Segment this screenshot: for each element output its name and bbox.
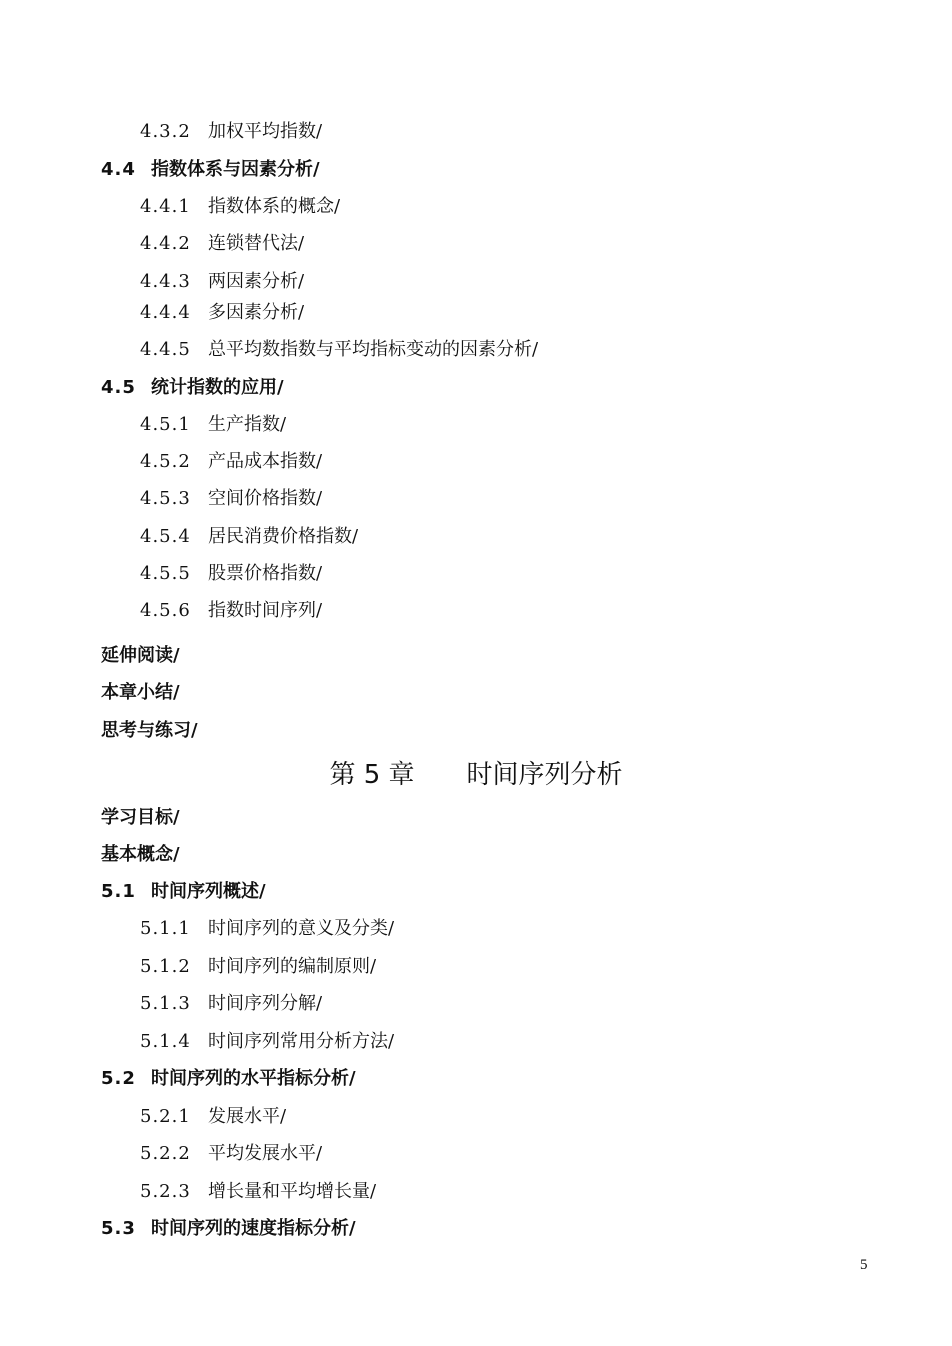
entry-number: 5.1.3: [140, 993, 191, 1014]
chapter-title: 时间序列分析: [466, 760, 623, 790]
entry-number: 5.2.1: [140, 1106, 191, 1127]
section-title: 时间序列的水平指标分析/: [151, 1068, 356, 1089]
entry-number: 4.5.1: [140, 414, 191, 435]
section-title: 指数体系与因素分析/: [151, 159, 320, 180]
toc-section-4-5: [101, 376, 284, 400]
entry-number: 4.3.2: [140, 121, 191, 142]
toc-entry-4-4-4: [140, 301, 304, 325]
section-number: 5.2: [101, 1068, 136, 1089]
section-number: 5.3: [101, 1218, 136, 1239]
toc-entry-4-3-2: [140, 120, 322, 144]
page-number: 5: [860, 1257, 868, 1273]
section-title: 本章小结/: [101, 682, 180, 703]
toc-entry-4-4-1: [140, 195, 340, 219]
toc-entry-4-5-2: [140, 450, 322, 474]
toc-chapter-summary: [101, 681, 180, 705]
entry-title: 时间序列的意义及分类/: [208, 918, 395, 939]
entry-title: 居民消费价格指数/: [208, 526, 359, 547]
toc-entry-4-5-4: [140, 525, 358, 549]
toc-entry-5-1-1: [140, 917, 394, 941]
toc-extended-reading: [101, 644, 180, 668]
entry-title: 生产指数/: [208, 414, 287, 435]
toc-entry-5-1-2: [140, 955, 376, 979]
section-title: 延伸阅读/: [101, 645, 180, 666]
entry-number: 5.2.3: [140, 1181, 191, 1202]
entry-number: 4.5.2: [140, 451, 191, 472]
entry-title: 增长量和平均增长量/: [208, 1181, 377, 1202]
section-title: 时间序列的速度指标分析/: [151, 1218, 356, 1239]
entry-title: 两因素分析/: [208, 271, 305, 292]
section-title: 统计指数的应用/: [151, 377, 284, 398]
entry-title: 指数体系的概念/: [208, 196, 341, 217]
entry-title: 空间价格指数/: [208, 488, 323, 509]
toc-entry-4-5-3: [140, 487, 322, 511]
entry-number: 5.1.4: [140, 1031, 191, 1052]
entry-title: 发展水平/: [208, 1106, 287, 1127]
entry-number: 4.4.1: [140, 196, 191, 217]
toc-section-5-2: [101, 1067, 356, 1091]
toc-section-4-4: [101, 158, 320, 182]
entry-number: 4.5.5: [140, 563, 191, 584]
entry-title: 加权平均指数/: [208, 121, 323, 142]
toc-entry-4-5-6: [140, 599, 322, 623]
entry-number: 4.4.5: [140, 339, 191, 360]
toc-entry-4-5-1: [140, 413, 286, 437]
chapter-label: 第 5 章: [329, 760, 415, 790]
toc-section-5-3: [101, 1217, 356, 1241]
toc-entry-5-1-4: [140, 1030, 394, 1054]
section-title: 思考与练习/: [101, 720, 198, 741]
entry-title: 连锁替代法/: [208, 233, 305, 254]
entry-title: 平均发展水平/: [208, 1143, 323, 1164]
entry-number: 4.4.2: [140, 233, 191, 254]
toc-entry-4-5-5: [140, 562, 322, 586]
entry-number: 5.2.2: [140, 1143, 191, 1164]
toc-entry-5-2-1: [140, 1105, 286, 1129]
toc-section-5-1: [101, 880, 266, 904]
section-number: 5.1: [101, 881, 136, 902]
entry-title: 时间序列常用分析方法/: [208, 1031, 395, 1052]
entry-number: 4.5.3: [140, 488, 191, 509]
section-title: 基本概念/: [101, 844, 180, 865]
entry-number: 4.4.4: [140, 302, 191, 323]
section-number: 4.5: [101, 377, 136, 398]
toc-entry-5-2-3: [140, 1180, 376, 1204]
entry-title: 指数时间序列/: [208, 600, 323, 621]
entry-title: 股票价格指数/: [208, 563, 323, 584]
entry-number: 4.5.6: [140, 600, 191, 621]
toc-entry-4-4-3: [140, 270, 304, 294]
toc-entry-5-1-3: [140, 992, 322, 1016]
entry-title: 总平均数指数与平均指标变动的因素分析/: [208, 339, 539, 360]
toc-exercises: [101, 719, 198, 743]
entry-title: 产品成本指数/: [208, 451, 323, 472]
entry-number: 5.1.2: [140, 956, 191, 977]
section-number: 4.4: [101, 159, 136, 180]
entry-title: 时间序列分解/: [208, 993, 323, 1014]
toc-learning-objectives: [101, 806, 180, 830]
entry-number: 4.4.3: [140, 271, 191, 292]
toc-basic-concepts: [101, 843, 180, 867]
section-title: 时间序列概述/: [151, 881, 266, 902]
toc-entry-5-2-2: [140, 1142, 322, 1166]
entry-number: 5.1.1: [140, 918, 191, 939]
entry-title: 时间序列的编制原则/: [208, 956, 377, 977]
toc-entry-4-4-5: [140, 338, 538, 362]
section-title: 学习目标/: [101, 807, 180, 828]
entry-number: 4.5.4: [140, 526, 191, 547]
entry-title: 多因素分析/: [208, 302, 305, 323]
chapter-heading: [0, 758, 952, 792]
toc-entry-4-4-2: [140, 232, 304, 256]
